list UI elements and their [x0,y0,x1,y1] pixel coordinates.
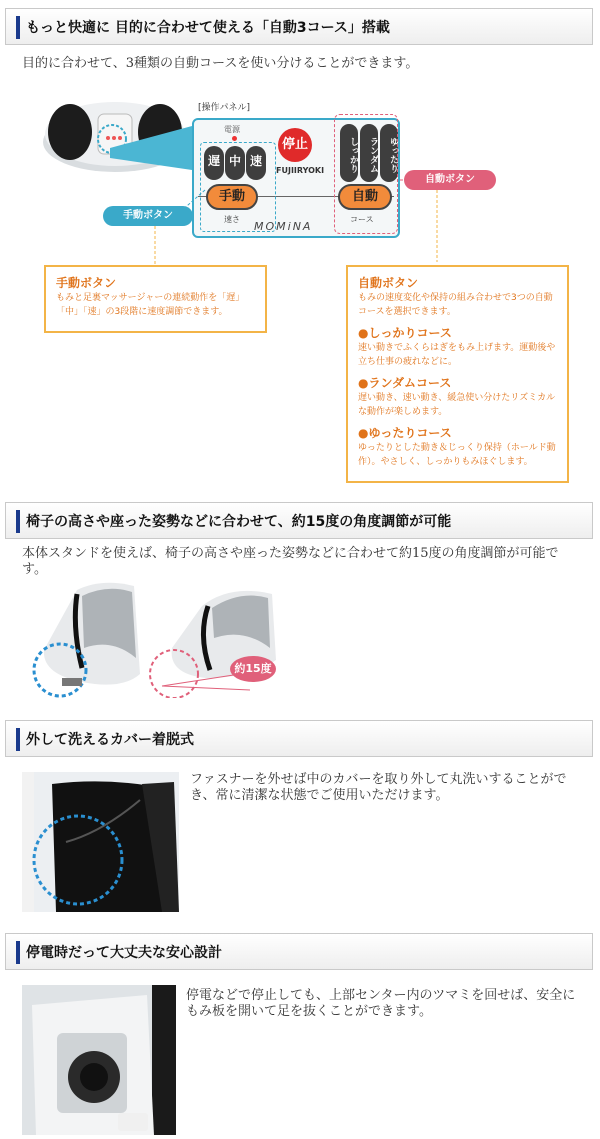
release-knob-image [22,985,176,1135]
mid-button[interactable]: 中 [225,146,245,180]
accent-bar [16,510,20,533]
cover-zipper-image [22,772,179,912]
random-course-button[interactable]: ランダム [360,124,378,182]
power-led [232,136,237,141]
section-title: 椅子の高さや座った姿勢などに合わせて、約15度の角度調節が可能 [26,514,452,530]
relaxed-course-button[interactable]: ゆったり [380,124,398,182]
section-title: もっと快適に 目的に合わせて使える「自動3コース」搭載 [26,20,390,36]
auto-callout [346,265,569,483]
accent-bar [16,728,20,751]
angle-left-image [22,578,152,698]
angle-right-image [140,578,300,698]
manual-button[interactable]: 手動 [206,184,258,210]
stop-button[interactable]: 停止 [278,128,312,162]
brand-label: FUJIIRYOKI [276,166,325,175]
section-header-washable-cover [5,720,593,757]
angle-badge: 約15度 [230,656,276,682]
course-relaxed-title: ●ゆったりコース [358,426,452,440]
section-header-auto-courses [5,8,593,45]
course-random-title: ●ランダムコース [358,376,452,390]
fast-button[interactable]: 速 [246,146,266,180]
manual-callout-title: 手動ボタン [56,276,117,290]
section-title: 停電時だって大丈夫な安心設計 [26,945,222,961]
connector-lines [0,150,600,270]
section-description: 停電などで停止しても、上部センター内のツマミを回せば、安全にもみ板を開いて足を抜くことができます。 [186,988,576,1019]
course-firm-desc: 速い動きでふくらはぎをもみ上げます。運動後や立ち仕事の疲れなどに。 [358,343,556,367]
course-random-desc: 遅い動き、速い動き、緩急使い分けたリズミカルな動作が楽しめます。 [358,393,556,417]
panel-caption: [操作パネル] [198,103,251,113]
section-header-power-outage [5,933,593,970]
auto-callout-title: 自動ボタン [358,276,419,290]
course-firm-title: ●しっかりコース [358,326,452,340]
section-header-angle [5,502,593,539]
accent-bar [16,16,20,39]
auto-button-tag: 自動ボタン [404,170,496,190]
course-label: コース [350,215,374,224]
auto-button[interactable]: 自動 [338,184,392,210]
manual-button-tag: 手動ボタン [103,206,193,226]
auto-callout-text: もみの速度変化や保持の組み合わせで3つの自動コースを選択できます。 [358,293,553,317]
manual-callout [44,265,267,333]
firm-course-button[interactable]: しっかり [340,124,358,182]
manual-callout-text: もみと足裏マッサージャーの連続動作を「遅」「中」「速」の3段階に速度調節できます。 [56,293,245,317]
course-relaxed-desc: ゆったりとした動き＆じっくり保持（ホールド動作）。やさしく、しっかりもみほぐします。 [358,443,556,467]
section-title: 外して洗えるカバー着脱式 [26,732,194,748]
momina-logo: MOMiNA [254,220,313,233]
power-label: 電源 [224,125,240,134]
section-description: 目的に合わせて、3種類の自動コースを使い分けることができます。 [22,56,419,71]
accent-bar [16,941,20,964]
slow-button[interactable]: 遅 [204,146,224,180]
section-description: ファスナーを外せば中のカバーを取り外して丸洗いすることができ、常に清潔な状態でご使用いただけます。 [190,772,567,803]
speed-label: 速さ [224,215,240,224]
section-description: 本体スタンドを使えば、椅子の高さや座った姿勢などに合わせて約15度の角度調節が可能です。 [22,546,559,577]
